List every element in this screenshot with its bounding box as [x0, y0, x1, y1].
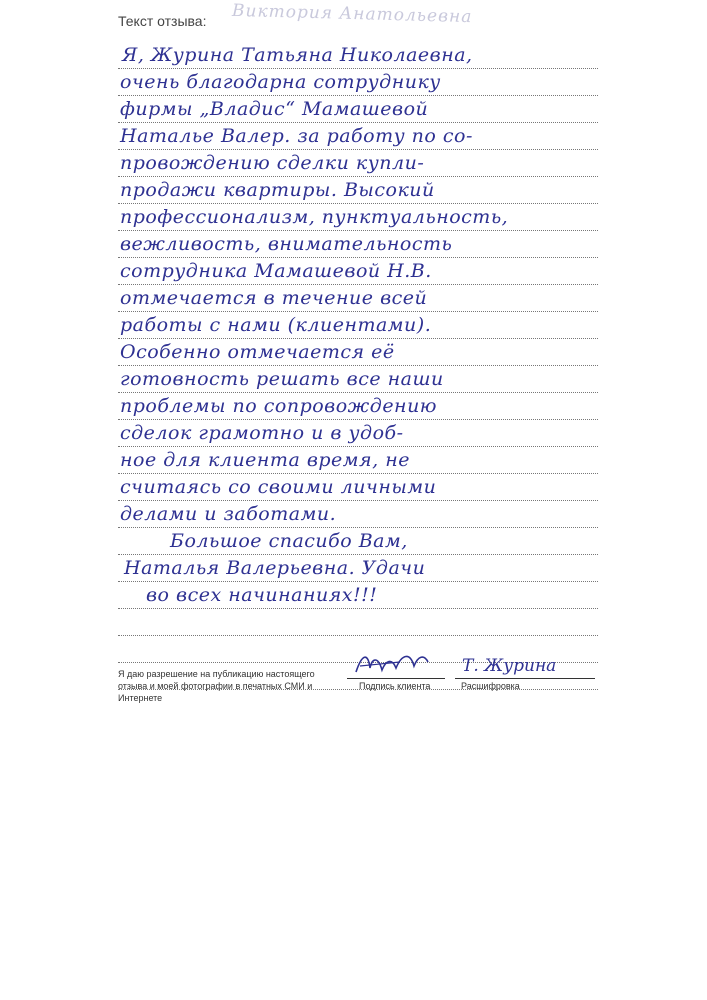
handwritten-line: сотрудника Мамашевой Н.В. — [120, 260, 432, 282]
ruled-line — [118, 230, 598, 231]
ruled-line — [118, 581, 598, 582]
handwritten-line: во всех начинаниях!!! — [146, 584, 378, 606]
handwritten-line: продажи квартиры. Высокий — [120, 179, 435, 201]
review-text-label: Текст отзыва: — [118, 13, 207, 29]
ruled-line — [118, 149, 598, 150]
handwritten-line: профессионализм, пунктуальность, — [120, 206, 509, 228]
ruled-line — [118, 392, 598, 393]
ruled-line — [118, 68, 598, 69]
handwritten-line: фирмы „Владис“ Мамашевой — [120, 98, 429, 120]
decode-caption: Расшифровка — [461, 681, 520, 691]
handwritten-line: делами и заботами. — [120, 503, 337, 525]
ruled-line — [118, 122, 598, 123]
ruled-line — [118, 176, 598, 177]
client-signature-line — [347, 678, 445, 679]
handwritten-line: Я, Журина Татьяна Николаевна, — [122, 44, 473, 66]
consent-text: Я даю разрешение на публикацию настоящего отзыва и моей фотографии в печатных СМИ и Интернете — [118, 669, 315, 703]
handwritten-line: отмечается в течение всей — [120, 287, 428, 309]
client-signature-caption: Подпись клиента — [359, 681, 431, 691]
ruled-line — [118, 311, 598, 312]
ruled-line — [118, 338, 598, 339]
ruled-line — [118, 527, 598, 528]
ruled-line — [118, 203, 598, 204]
handwritten-line: Наталья Валерьевна. Удачи — [124, 557, 426, 579]
ruled-line — [118, 446, 598, 447]
ruled-line — [118, 365, 598, 366]
ruled-line — [118, 608, 598, 609]
handwritten-line: Наталье Валер. за работу по со- — [120, 125, 473, 147]
ruled-line — [118, 284, 598, 285]
handwritten-line: проблемы по сопровождению — [120, 395, 438, 417]
handwritten-line: вежливость, внимательность — [120, 233, 453, 255]
ruled-line — [118, 419, 598, 420]
signature-decode-value: Т. Журина — [462, 656, 557, 676]
ruled-line — [118, 473, 598, 474]
handwritten-line: ное для клиента время, не — [120, 449, 410, 471]
decode-line — [455, 678, 595, 679]
ruled-line — [118, 257, 598, 258]
handwritten-line: считаясь со своими личными — [120, 476, 437, 498]
handwritten-line: готовность решать все наши — [120, 368, 444, 390]
handwritten-line: Особенно отмечается её — [120, 341, 395, 363]
handwritten-line: работы с нами (клиентами). — [120, 314, 432, 336]
handwritten-line: сделок грамотно и в удоб- — [120, 422, 404, 444]
ruled-line — [118, 635, 598, 636]
faint-handwritten-name: Виктория Анатольевна — [231, 0, 473, 28]
handwritten-line: очень благодарна сотруднику — [120, 71, 441, 93]
handwritten-line: провождению сделки купли- — [120, 152, 425, 174]
ruled-line — [118, 95, 598, 96]
ruled-line — [118, 554, 598, 555]
ruled-line — [118, 500, 598, 501]
handwritten-line: Большое спасибо Вам, — [170, 530, 408, 552]
